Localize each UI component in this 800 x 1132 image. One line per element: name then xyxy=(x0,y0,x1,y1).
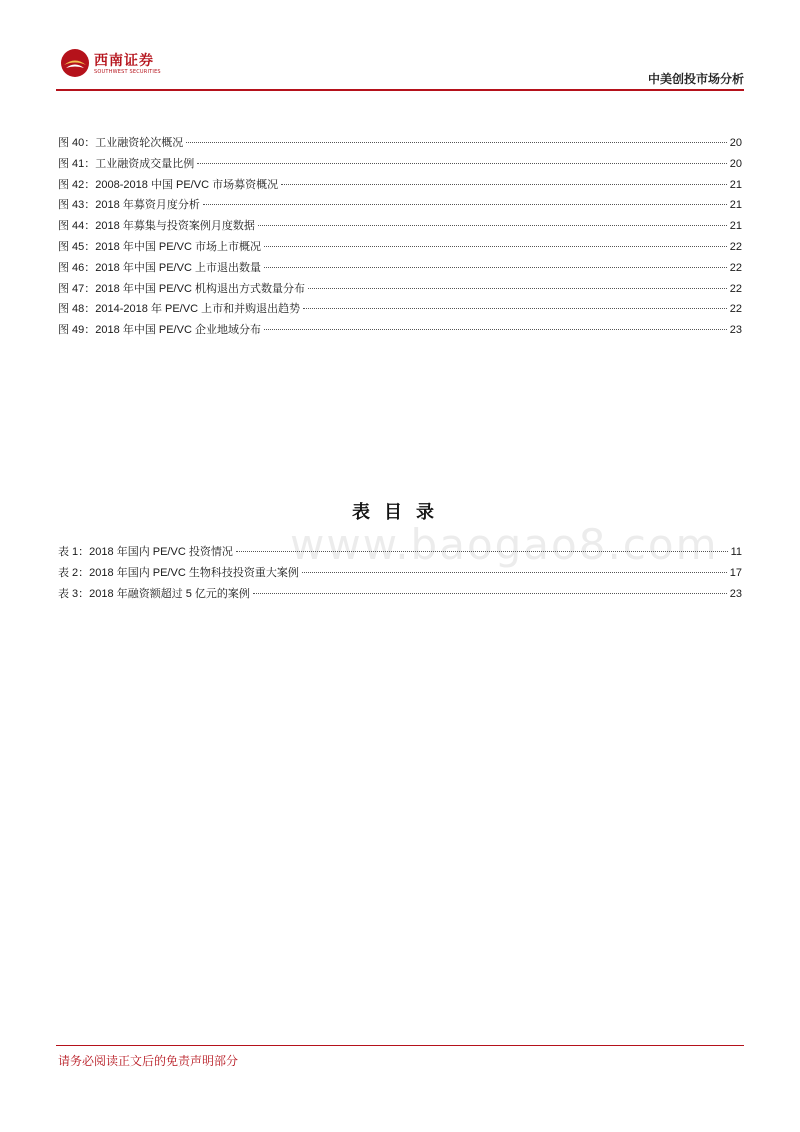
toc-label: 表 2：2018 年国内 PE/VC 生物科技投资重大案例 xyxy=(58,566,299,579)
toc-leader xyxy=(186,142,726,143)
company-logo xyxy=(60,48,180,84)
header-divider xyxy=(56,89,744,91)
toc-label: 图 47：2018 年中国 PE/VC 机构退出方式数量分布 xyxy=(58,282,305,295)
document-title: 中美创投市场分析 xyxy=(647,72,744,86)
toc-row[interactable] xyxy=(58,176,742,197)
logo-emblem-icon xyxy=(60,48,90,78)
toc-label: 图 40：工业融资轮次概况 xyxy=(58,137,184,149)
toc-row[interactable] xyxy=(58,564,742,585)
toc-leader xyxy=(264,246,727,247)
toc-leader xyxy=(264,329,727,330)
table-list xyxy=(58,543,742,605)
logo-subtext: SOUTHWEST SECURITIES xyxy=(94,69,161,75)
toc-row[interactable] xyxy=(58,196,742,217)
toc-label: 图 43：2018 年募资月度分析 xyxy=(58,199,200,212)
toc-leader xyxy=(303,308,727,309)
toc-leader xyxy=(258,225,727,226)
toc-leader xyxy=(281,184,727,185)
toc-row[interactable] xyxy=(58,585,742,606)
toc-row[interactable] xyxy=(58,217,742,238)
toc-page: 22 xyxy=(729,303,742,316)
logo-text: 西南证券 xyxy=(94,53,154,69)
toc-page: 22 xyxy=(729,240,742,253)
watermark: www.baogao8.com xyxy=(290,520,719,569)
toc-row[interactable] xyxy=(58,280,742,301)
toc-leader xyxy=(308,288,727,289)
toc-label: 图 41：工业融资成交量比例 xyxy=(58,157,195,170)
toc-page: 17 xyxy=(729,566,742,579)
toc-label: 图 44：2018 年募集与投资案例月度数据 xyxy=(58,220,255,233)
toc-label: 表 3：2018 年融资额超过 5 亿元的案例 xyxy=(58,587,250,600)
table-list-heading: 表目录 xyxy=(352,502,448,523)
footer-divider xyxy=(56,1045,744,1046)
toc-page: 20 xyxy=(729,137,742,149)
toc-page: 20 xyxy=(729,157,742,170)
footer-disclaimer: 请务必阅读正文后的免责声明部分 xyxy=(58,1054,239,1068)
toc-row[interactable] xyxy=(58,155,742,176)
toc-leader xyxy=(203,204,727,205)
toc-page: 22 xyxy=(729,261,742,274)
toc-row[interactable] xyxy=(58,300,742,321)
toc-leader xyxy=(302,572,727,573)
toc-leader xyxy=(197,163,726,164)
toc-label: 图 49：2018 年中国 PE/VC 企业地域分布 xyxy=(58,324,261,337)
toc-leader xyxy=(236,551,728,552)
figure-list xyxy=(58,134,742,342)
toc-row[interactable] xyxy=(58,238,742,259)
toc-label: 图 48：2014-2018 年 PE/VC 上市和并购退出趋势 xyxy=(58,303,301,316)
toc-leader xyxy=(264,267,727,268)
toc-page: 21 xyxy=(729,220,742,233)
toc-page: 21 xyxy=(729,199,742,212)
toc-label: 表 1：2018 年国内 PE/VC 投资情况 xyxy=(58,546,233,558)
toc-row[interactable] xyxy=(58,321,742,342)
toc-row[interactable] xyxy=(58,543,742,564)
toc-label: 图 45：2018 年中国 PE/VC 市场上市概况 xyxy=(58,240,261,253)
toc-page: 21 xyxy=(729,178,742,191)
toc-page: 22 xyxy=(729,282,742,295)
page-header xyxy=(0,0,800,96)
toc-leader xyxy=(253,593,727,594)
toc-row[interactable] xyxy=(58,259,742,280)
toc-label: 图 46：2018 年中国 PE/VC 上市退出数量 xyxy=(58,261,261,274)
toc-page: 23 xyxy=(729,587,742,600)
toc-row[interactable] xyxy=(58,134,742,155)
toc-page: 23 xyxy=(729,324,742,337)
toc-label: 图 42：2008-2018 中国 PE/VC 市场募资概况 xyxy=(58,178,279,191)
toc-page: 11 xyxy=(730,546,742,558)
